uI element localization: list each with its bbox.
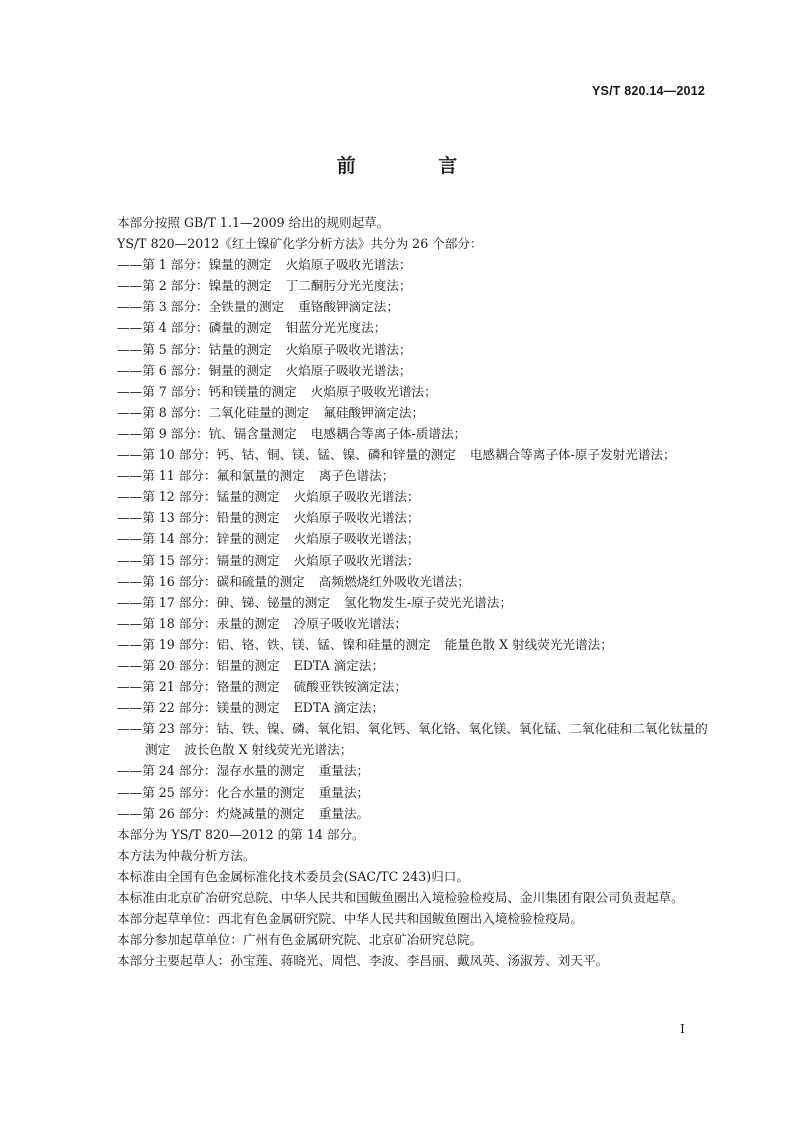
part-title: ——第 15 部分：镉量的测定 xyxy=(117,552,280,568)
list-item xyxy=(89,465,707,486)
part-title: ——第 7 部分：钙和镁量的测定 xyxy=(117,383,297,399)
part-method: 重铬酸钾滴定法； xyxy=(298,299,399,315)
intro-paragraph: 本部分按照 GB/T 1.1—2009 给出的规则起草。 xyxy=(117,215,390,230)
closing-paragraph: 本部分为 YS/T 820—2012 的第 14 部分。 xyxy=(117,826,365,842)
list-item xyxy=(89,402,707,423)
part-method: 硫酸亚铁铵滴定法； xyxy=(293,679,407,695)
standard-code-header: YS/T 820.14—2012 xyxy=(592,84,705,98)
closing-paragraph: 本部分起草单位：西北有色金属研究院、中华人民共和国鲅鱼圈出入境检验检疫局。 xyxy=(117,911,583,927)
part-method: 火焰原子吸收光谱法； xyxy=(285,341,412,357)
list-item xyxy=(89,444,707,465)
part-method: 氟硅酸钾滴定法； xyxy=(323,404,425,420)
part-title: ——第 19 部分：铝、铬、铁、镁、锰、镍和硅量的测定 xyxy=(117,636,431,652)
part-title: ——第 6 部分：铜量的测定 xyxy=(117,362,272,378)
parts-list xyxy=(89,254,707,824)
list-item xyxy=(89,360,707,381)
part-method: 电感耦合等离子体-质谱法； xyxy=(310,425,467,441)
part-title: ——第 22 部分：镁量的测定 xyxy=(117,700,280,716)
list-item xyxy=(89,423,707,444)
part-title: ——第 5 部分：钴量的测定 xyxy=(117,341,272,357)
closing-paragraph: 本部分主要起草人：孙宝莲、蒋晓光、周恺、李波、李昌丽、戴凤英、汤淑芳、刘天平。 xyxy=(117,953,609,969)
list-item xyxy=(89,528,707,549)
part-method: 丁二酮肟分光光度法； xyxy=(285,278,412,294)
list-item xyxy=(89,782,707,803)
list-item xyxy=(89,550,707,571)
list-item xyxy=(89,592,707,613)
part-title: ——第 26 部分：灼烧减量的测定 xyxy=(117,805,305,821)
part-method: 火焰原子吸收光谱法； xyxy=(293,552,420,568)
part-title: ——第 21 部分：铬量的测定 xyxy=(117,679,280,695)
part-method: 冷原子吸收光谱法； xyxy=(293,615,407,631)
part-method: 离子色谱法； xyxy=(318,468,395,484)
list-item xyxy=(89,486,707,507)
part-title: ——第 8 部分：二氧化硅量的测定 xyxy=(117,404,310,420)
part-method: 火焰原子吸收光谱法； xyxy=(285,257,412,273)
list-item xyxy=(89,507,707,528)
part-method: 火焰原子吸收光谱法； xyxy=(293,489,420,505)
part-method: 火焰原子吸收光谱法； xyxy=(293,531,420,547)
part-title: ——第 13 部分：铅量的测定 xyxy=(117,510,280,526)
part-method: 氢化物发生-原子荧光光谱法； xyxy=(343,594,512,610)
part-title: ——第 12 部分：锰量的测定 xyxy=(117,489,280,505)
list-item xyxy=(89,381,707,402)
list-item xyxy=(89,634,707,655)
part-method: 钼蓝分光光度法； xyxy=(285,320,387,336)
list-item xyxy=(89,296,707,317)
part-title: ——第 11 部分：氟和氯量的测定 xyxy=(117,468,305,484)
list-item xyxy=(89,803,707,824)
part-method: 电感耦合等离子体-原子发射光谱法； xyxy=(469,447,676,463)
closing-paragraph: 本方法为仲裁分析方法。 xyxy=(117,847,256,863)
part-method: 重量法； xyxy=(318,763,370,779)
part-title: ——第 9 部分：钪、镉含量测定 xyxy=(117,425,297,441)
list-item xyxy=(89,275,707,296)
part-method: 高频燃烧红外吸收光谱法； xyxy=(318,573,470,589)
part-title: ——第 4 部分：磷量的测定 xyxy=(117,320,272,336)
part-title: ——第 2 部分：镍量的测定 xyxy=(117,278,272,294)
list-item xyxy=(89,760,707,781)
part-method: EDTA 滴定法； xyxy=(293,700,385,716)
part-method: 重量法。 xyxy=(318,805,370,821)
list-item xyxy=(89,317,707,338)
list-item xyxy=(89,655,707,676)
part-title: ——第 23 部分：钴、铁、镍、磷、氧化铝、氧化钙、氧化铬、氧化镁、氧化锰、二氧化硅和二氧化钛量的 xyxy=(117,721,708,737)
part-title: ——第 18 部分：汞量的测定 xyxy=(117,615,280,631)
part-method: 火焰原子吸收光谱法； xyxy=(293,510,420,526)
part-title: ——第 20 部分：铝量的测定 xyxy=(117,657,280,673)
list-item xyxy=(89,697,707,718)
part-title: ——第 1 部分：镍量的测定 xyxy=(117,257,272,273)
part-title: ——第 3 部分：全铁量的测定 xyxy=(117,299,285,315)
part-title: ——第 14 部分：锌量的测定 xyxy=(117,531,280,547)
list-item-continuation xyxy=(89,739,707,760)
part-method: 火焰原子吸收光谱法； xyxy=(285,362,412,378)
closing-paragraph: 本标准由全国有色金属标准化技术委员会(SAC/TC 243)归口。 xyxy=(117,868,469,884)
part-title: ——第 25 部分：化合水量的测定 xyxy=(117,784,305,800)
part-title: ——第 24 部分：湿存水量的测定 xyxy=(117,763,305,779)
part-method: 波长色散 X 射线荧光光谱法； xyxy=(184,742,353,758)
page-title: 前 言 xyxy=(336,155,496,177)
foreword-body xyxy=(89,212,707,971)
page-number: I xyxy=(680,1021,685,1036)
list-item xyxy=(89,676,707,697)
closing-paragraph: 本标准由北京矿冶研究总院、中华人民共和国鲅鱼圈出入境检验检疫局、金川集团有限公司负责起草。 xyxy=(117,890,684,905)
list-item xyxy=(89,718,707,739)
list-item xyxy=(89,254,707,275)
list-item xyxy=(89,339,707,360)
part-title: ——第 16 部分：碳和硫量的测定 xyxy=(117,573,305,589)
list-item xyxy=(89,571,707,592)
part-method: 重量法； xyxy=(318,784,370,800)
part-title: ——第 17 部分：砷、锑、铋量的测定 xyxy=(117,594,330,610)
part-method: EDTA 滴定法； xyxy=(293,657,385,673)
part-title: ——第 10 部分：钙、钴、铜、镁、锰、镍、磷和锌量的测定 xyxy=(117,447,456,463)
closing-paragraph: 本部分参加起草单位：广州有色金属研究院、北京矿冶研究总院。 xyxy=(117,932,483,948)
list-item xyxy=(89,613,707,634)
part-title: 测定 xyxy=(145,742,171,758)
part-method: 火焰原子吸收光谱法； xyxy=(310,383,437,399)
part-method: 能量色散 X 射线荧光光谱法； xyxy=(444,636,613,652)
intro-paragraph: YS/T 820—2012《红土镍矿化学分析方法》共分为 26 个部分： xyxy=(117,236,483,252)
